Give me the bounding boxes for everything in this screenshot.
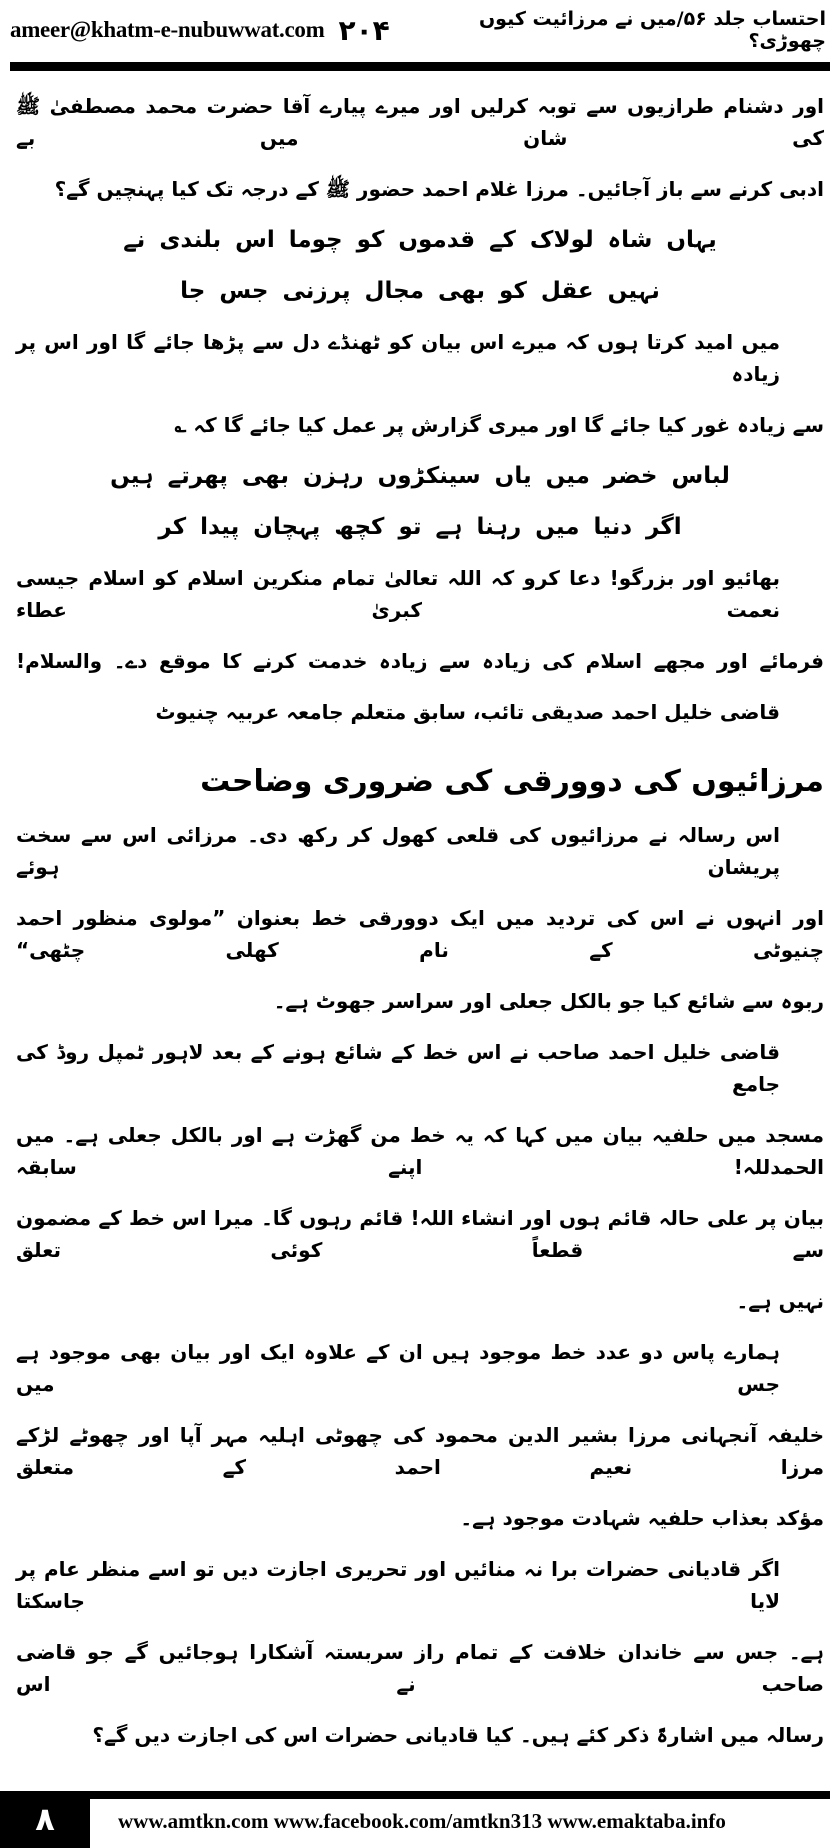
text-line: میں امید کرتا ہوں کہ میرے اس بیان کو ٹھنڈے دل سے پڑھا جائے گا اور اس پر زیادہ bbox=[16, 330, 780, 386]
text-line: اگر قادیانی حضرات برا نہ منائیں اور تحریری اجازت دیں تو اسے منظر عام پر لایا جاسکتا bbox=[16, 1557, 780, 1613]
text-line: اور انہوں نے اس کی تردید میں ایک دوورقی خط بعنوان ”مولوی منظور احمد چنیوٹی کے نام کھلی چٹھی“ bbox=[16, 906, 824, 962]
text-line: مسجد میں حلفیہ بیان میں کہا کہ یہ خط من گھڑت ہے اور بالکل جعلی ہے۔ میں الحمدللہ! اپنے سابقہ bbox=[16, 1123, 824, 1179]
header-rule bbox=[10, 62, 830, 71]
text-line: ادبی کرنے سے باز آجائیں۔ مرزا غلام احمد حضور ﷺ کے درجہ تک کیا پہنچیں گے؟ bbox=[54, 177, 824, 201]
header-email: ameer@khatm-e-nubuwwat.com bbox=[10, 17, 325, 42]
text-line: ربوہ سے شائع کیا جو بالکل جعلی اور سراسر جھوٹ ہے۔ bbox=[273, 989, 824, 1013]
text-line: بھائیو اور بزرگو! دعا کرو کہ اللہ تعالیٰ تمام منکرین اسلام کو اسلام جیسی نعمت کبریٰ عطاء bbox=[16, 566, 780, 622]
page-header bbox=[0, 0, 840, 52]
poem-line: نہیں عقل کو بھی مجال پرزنی جس جا bbox=[180, 278, 660, 304]
page-body bbox=[0, 71, 840, 1791]
text-line: اس رسالہ نے مرزائیوں کی قلعی کھول کر رکھ دی۔ مرزائی اس سے سخت پریشان ہوئے bbox=[16, 823, 780, 879]
page-footer bbox=[0, 1791, 840, 1848]
header-page-number: ۲۰۴ bbox=[338, 13, 390, 47]
poem-line: یہاں شاہ لولاک کے قدموں کو چوما اس بلندی نے bbox=[123, 227, 717, 253]
signature-line: قاضی خلیل احمد صدیقی تائب، سابق متعلم جامعہ عربیہ چنیوٹ bbox=[155, 700, 780, 724]
spacer bbox=[16, 1761, 824, 1791]
text-line: اور دشنام طرازیوں سے توبہ کرلیں اور میرے پیارے آقا حضرت محمد مصطفیٰ ﷺ کی شان میں بے bbox=[16, 94, 824, 150]
text-line: قاضی خلیل احمد صاحب نے اس خط کے شائع ہونے کے بعد لاہور ٹمپل روڈ کی جامع bbox=[16, 1040, 780, 1096]
book-title: احتساب جلد ۵۶/میں نے مرزائیت کیوں چھوڑی؟ bbox=[478, 8, 826, 52]
poem-line: لباس خضر میں یاں سینکڑوں رہزن بھی پھرتے ہیں bbox=[110, 463, 730, 489]
text-line: مؤکد بعذاب حلفیہ شہادت موجود ہے۔ bbox=[460, 1506, 824, 1530]
footer-page-number: ٨ bbox=[0, 1791, 90, 1848]
footer-urls: www.amtkn.com www.facebook.com/amtkn313 www.emaktaba.info bbox=[118, 1809, 726, 1833]
text-line: رسالہ میں اشارۃً ذکر کئے ہیں۔ کیا قادیانی حضرات اس کی اجازت دیں گے؟ bbox=[92, 1723, 824, 1747]
footer-rule bbox=[90, 1791, 830, 1799]
section-heading: مرزائیوں کی دوورقی کی ضروری وضاحت bbox=[200, 764, 824, 799]
text-line: ہے۔ جس سے خاندان خلافت کے تمام راز سربستہ آشکارا ہوجائیں گے جو قاضی صاحب نے اس bbox=[16, 1640, 824, 1696]
poem-line: اگر دنیا میں رہنا ہے تو کچھ پہچان پیدا کر bbox=[158, 514, 682, 540]
text-line: خلیفہ آنجہانی مرزا بشیر الدین محمود کی چھوٹی اہلیہ مہر آپا اور چھوٹے لڑکے مرزا نعیم احمد کے متعلق bbox=[16, 1423, 824, 1479]
text-line: بیان پر علی حالہ قائم ہوں اور انشاء اللہ! قائم رہوں گا۔ میرا اس خط کے مضمون سے قطعاً کوئی تعلق bbox=[16, 1206, 824, 1262]
text-line: نہیں ہے۔ bbox=[736, 1289, 824, 1313]
text-line: ہمارے پاس دو عدد خط موجود ہیں ان کے علاوہ ایک اور بیان بھی موجود ہے جس میں bbox=[16, 1340, 780, 1396]
text-line: فرمائے اور مجھے اسلام کی زیادہ سے زیادہ خدمت کرنے کا موقع دے۔ والسلام! bbox=[16, 649, 824, 673]
text-line: سے زیادہ غور کیا جائے گا اور میری گزارش پر عمل کیا جائے گا کہ ؎ bbox=[174, 413, 824, 437]
